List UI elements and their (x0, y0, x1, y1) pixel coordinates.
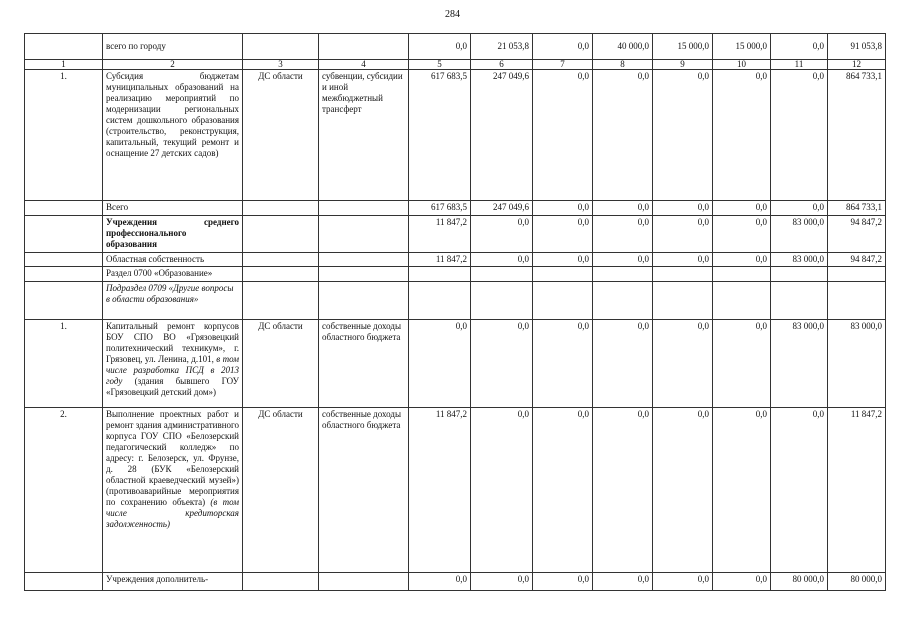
column-number: 7 (533, 60, 593, 70)
table-cell: 83 000,0 (771, 320, 828, 408)
table-cell: 0,0 (713, 70, 771, 201)
table-cell (25, 253, 103, 267)
table-row-subsidy (25, 70, 886, 201)
row-name: Раздел 0700 «Образование» (103, 267, 243, 282)
table-cell (25, 267, 103, 282)
table-cell (319, 201, 409, 216)
table-cell (319, 573, 409, 591)
table-cell (243, 573, 319, 591)
table-cell (243, 201, 319, 216)
table-cell: 0,0 (653, 201, 713, 216)
table-cell: 0,0 (653, 320, 713, 408)
column-number: 6 (471, 60, 533, 70)
table-cell: 0,0 (653, 573, 713, 591)
table-cell (713, 282, 771, 320)
table-cell (771, 267, 828, 282)
row-index: 2. (25, 408, 103, 573)
row-name (103, 320, 243, 408)
table-cell: 0,0 (653, 216, 713, 253)
table-cell: 0,0 (471, 253, 533, 267)
table-cell: 0,0 (533, 201, 593, 216)
table-cell (25, 282, 103, 320)
table-row-secondary-education (25, 216, 886, 253)
table-cell: 94 847,2 (828, 253, 886, 267)
table-cell (243, 267, 319, 282)
row-name-italic: (в том числе кредиторская задолженность) (106, 497, 239, 529)
page-number: 284 (445, 9, 460, 20)
column-number: 2 (103, 60, 243, 70)
table-cell: 21 053,8 (471, 34, 533, 60)
table-cell (653, 267, 713, 282)
table-cell: 864 733,1 (828, 70, 886, 201)
row-name-italic: в том числе разработка ПСД в 2013 году (106, 354, 239, 386)
column-number: 5 (409, 60, 471, 70)
table-cell: 0,0 (409, 34, 471, 60)
table-cell (25, 573, 103, 591)
table-cell: 83 000,0 (828, 320, 886, 408)
table-cell: 80 000,0 (771, 573, 828, 591)
table-cell (25, 201, 103, 216)
table-cell: 0,0 (533, 320, 593, 408)
table-cell (243, 282, 319, 320)
funding-type: субвенции, субсидии и иной межбюджетный трансферт (319, 70, 409, 201)
table-cell: 0,0 (713, 253, 771, 267)
row-name: всего по городу (103, 34, 243, 60)
table-row-subsection (25, 282, 886, 320)
table-cell: 83 000,0 (771, 253, 828, 267)
table-cell (409, 267, 471, 282)
table-row-design-works (25, 408, 886, 573)
table-cell: 247 049,6 (471, 70, 533, 201)
column-number: 10 (713, 60, 771, 70)
table-cell (319, 282, 409, 320)
table-cell: 0,0 (533, 408, 593, 573)
table-cell: 0,0 (593, 573, 653, 591)
row-name: Всего (103, 201, 243, 216)
table-row-capital-repair (25, 320, 886, 408)
table-cell: 0,0 (471, 216, 533, 253)
budget-table (24, 33, 886, 591)
table-cell: 0,0 (533, 34, 593, 60)
table-cell (593, 282, 653, 320)
table-cell (653, 282, 713, 320)
table-cell (828, 282, 886, 320)
table-cell (243, 216, 319, 253)
table-cell: 0,0 (771, 34, 828, 60)
column-number: 12 (828, 60, 886, 70)
table-cell: 0,0 (409, 573, 471, 591)
table-cell: 0,0 (533, 253, 593, 267)
table-cell (533, 282, 593, 320)
table-cell: 0,0 (593, 201, 653, 216)
table-cell (243, 34, 319, 60)
funding-source: ДС области (243, 320, 319, 408)
row-name: Учреждения среднего профессионального образования (103, 216, 243, 253)
table-cell: 0,0 (593, 70, 653, 201)
table-cell: 0,0 (653, 253, 713, 267)
table-cell (243, 253, 319, 267)
funding-source: ДС области (243, 408, 319, 573)
row-index: 1. (25, 70, 103, 201)
table-cell: 11 847,2 (409, 408, 471, 573)
table-cell: 0,0 (771, 408, 828, 573)
table-cell: 0,0 (593, 408, 653, 573)
table-cell: 0,0 (653, 408, 713, 573)
table-cell: 0,0 (593, 320, 653, 408)
column-number: 9 (653, 60, 713, 70)
column-numbers-row (25, 60, 886, 70)
table-cell (25, 216, 103, 253)
table-cell (319, 216, 409, 253)
table-cell: 0,0 (713, 320, 771, 408)
funding-type: собственные доходы областного бюджета (319, 408, 409, 573)
table-cell: 0,0 (471, 408, 533, 573)
table-row-regional-property (25, 253, 886, 267)
table-cell: 0,0 (471, 320, 533, 408)
table-cell (593, 267, 653, 282)
column-number: 3 (243, 60, 319, 70)
row-index: 1. (25, 320, 103, 408)
table-cell: 0,0 (713, 573, 771, 591)
table-cell: 617 683,5 (409, 70, 471, 201)
table-cell: 11 847,2 (828, 408, 886, 573)
table-cell: 0,0 (533, 216, 593, 253)
row-name: Подраздел 0709 «Другие вопросы в области образования» (103, 282, 243, 320)
row-name-text: (здания бывшего ГОУ «Грязовецкий детский дом») (106, 376, 239, 397)
table-row-additional-education (25, 573, 886, 591)
table-cell: 91 053,8 (828, 34, 886, 60)
table-cell: 11 847,2 (409, 253, 471, 267)
table-cell: 0,0 (771, 201, 828, 216)
table-cell (828, 267, 886, 282)
table-cell: 247 049,6 (471, 201, 533, 216)
row-name-text: Капитальный ремонт корпусов БОУ СПО ВО «Грязовецкий политехнический техникум», г. Грязовец, ул. Ленина, д.101, (106, 321, 239, 364)
table-cell: 0,0 (533, 573, 593, 591)
column-number: 11 (771, 60, 828, 70)
table-cell (771, 282, 828, 320)
table-cell (533, 267, 593, 282)
column-number: 4 (319, 60, 409, 70)
table-cell (713, 267, 771, 282)
row-name: Учреждения дополнитель- (103, 573, 243, 591)
row-name: Субсидия бюджетам муниципальных образований на реализацию мероприятий по модернизации региональных систем дошкольного образования (строительство, реконструкция, капитальный, текущий ремонт и оснащение 27 детских садов) (103, 70, 243, 201)
table-cell (319, 253, 409, 267)
row-name (103, 408, 243, 573)
table-cell: 80 000,0 (828, 573, 886, 591)
table-cell: 0,0 (771, 70, 828, 201)
table-cell: 864 733,1 (828, 201, 886, 216)
funding-source: ДС области (243, 70, 319, 201)
column-number: 8 (593, 60, 653, 70)
row-name-text: Выполнение проектных работ и ремонт здания административного корпуса ГОУ СПО «Белозерский педагогический колледж» по адресу: г. Белозерск, ул. Фрунзе, д. 28 (БУК «Белозерский областной краеведческий музей») (противоаварийные мероприятия по сохранению объекта) (106, 409, 239, 507)
table-cell: 0,0 (409, 320, 471, 408)
row-name: Областная собственность (103, 253, 243, 267)
funding-type: собственные доходы областного бюджета (319, 320, 409, 408)
table-cell (319, 34, 409, 60)
table-cell: 617 683,5 (409, 201, 471, 216)
table-cell: 0,0 (593, 216, 653, 253)
table-cell: 0,0 (533, 70, 593, 201)
table-cell: 15 000,0 (713, 34, 771, 60)
table-cell: 0,0 (713, 201, 771, 216)
table-cell: 0,0 (653, 70, 713, 201)
table-cell: 0,0 (593, 253, 653, 267)
table-cell (471, 282, 533, 320)
table-row-city-total (25, 34, 886, 60)
table-cell: 11 847,2 (409, 216, 471, 253)
table-cell (471, 267, 533, 282)
table-row-section (25, 267, 886, 282)
table-cell: 15 000,0 (653, 34, 713, 60)
table-cell (319, 267, 409, 282)
table-cell: 0,0 (471, 573, 533, 591)
table-cell: 0,0 (713, 408, 771, 573)
table-cell: 0,0 (713, 216, 771, 253)
table-row-total (25, 201, 886, 216)
table-cell: 94 847,2 (828, 216, 886, 253)
table-cell: 83 000,0 (771, 216, 828, 253)
table-cell (25, 34, 103, 60)
column-number: 1 (25, 60, 103, 70)
table-cell: 40 000,0 (593, 34, 653, 60)
table-cell (409, 282, 471, 320)
